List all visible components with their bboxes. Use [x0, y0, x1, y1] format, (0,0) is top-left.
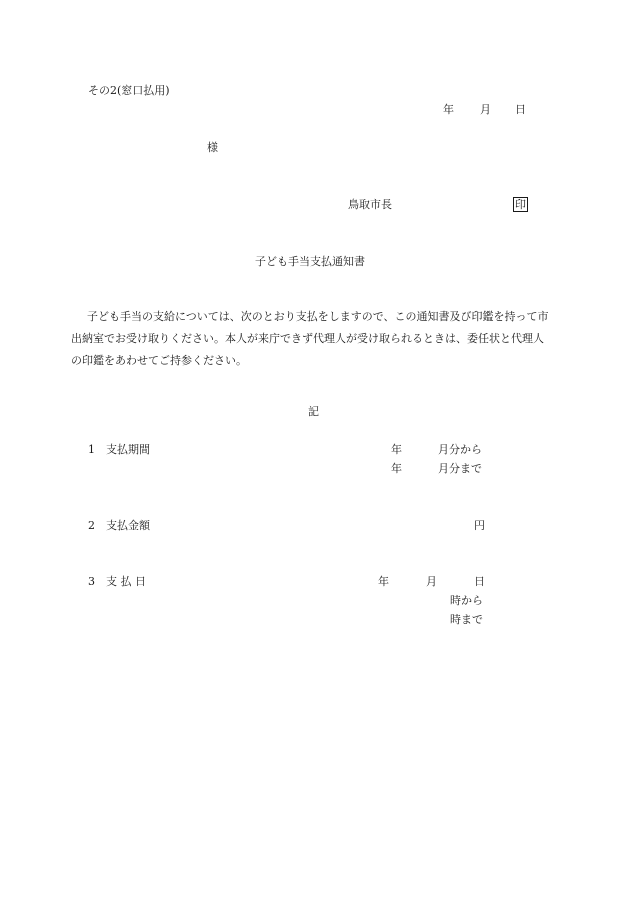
body-paragraph: [71, 306, 551, 372]
document-title: 子ども手当支払通知書: [255, 255, 365, 268]
payment-date-year: 年: [378, 575, 389, 588]
amount-label: 支払金額: [106, 519, 150, 532]
period-from-year: 年: [391, 443, 402, 456]
period-to-month: 月分まで: [438, 462, 482, 475]
period-from-month: 月分から: [438, 443, 482, 456]
item-number: 2: [88, 519, 95, 532]
period-to-year: 年: [391, 462, 402, 475]
date-year: 年: [443, 103, 454, 116]
payment-date-day: 日: [474, 575, 485, 588]
seal-box: 印: [515, 198, 526, 211]
item-number: 1: [88, 443, 95, 456]
payment-time-to: 時まで: [450, 613, 483, 626]
issuer-name: 鳥取市長: [348, 198, 392, 211]
addressee-honorific: 様: [207, 141, 218, 154]
amount-unit: 円: [474, 519, 485, 532]
record-heading: 記: [308, 405, 319, 418]
form-label: その2(窓口払用): [88, 84, 170, 97]
item-number: 3: [88, 575, 95, 588]
payment-date-month: 月: [426, 575, 437, 588]
payment-time-from: 時から: [450, 594, 483, 607]
payment-date-label: 支 払 日: [106, 575, 146, 588]
seal-mark: [513, 197, 528, 212]
date-month: 月: [480, 103, 491, 116]
date-day: 日: [515, 103, 526, 116]
body-paragraph-text: 子ども手当の支給については、次のとおり支払をしますので、この通知書及び印鑑を持って市出納室でお受け取りください。本人が来庁できず代理人が受け取られるときは、委任状と代理人の印鑑をあわせてご持参ください。: [71, 310, 549, 367]
period-label: 支払期間: [106, 443, 150, 456]
